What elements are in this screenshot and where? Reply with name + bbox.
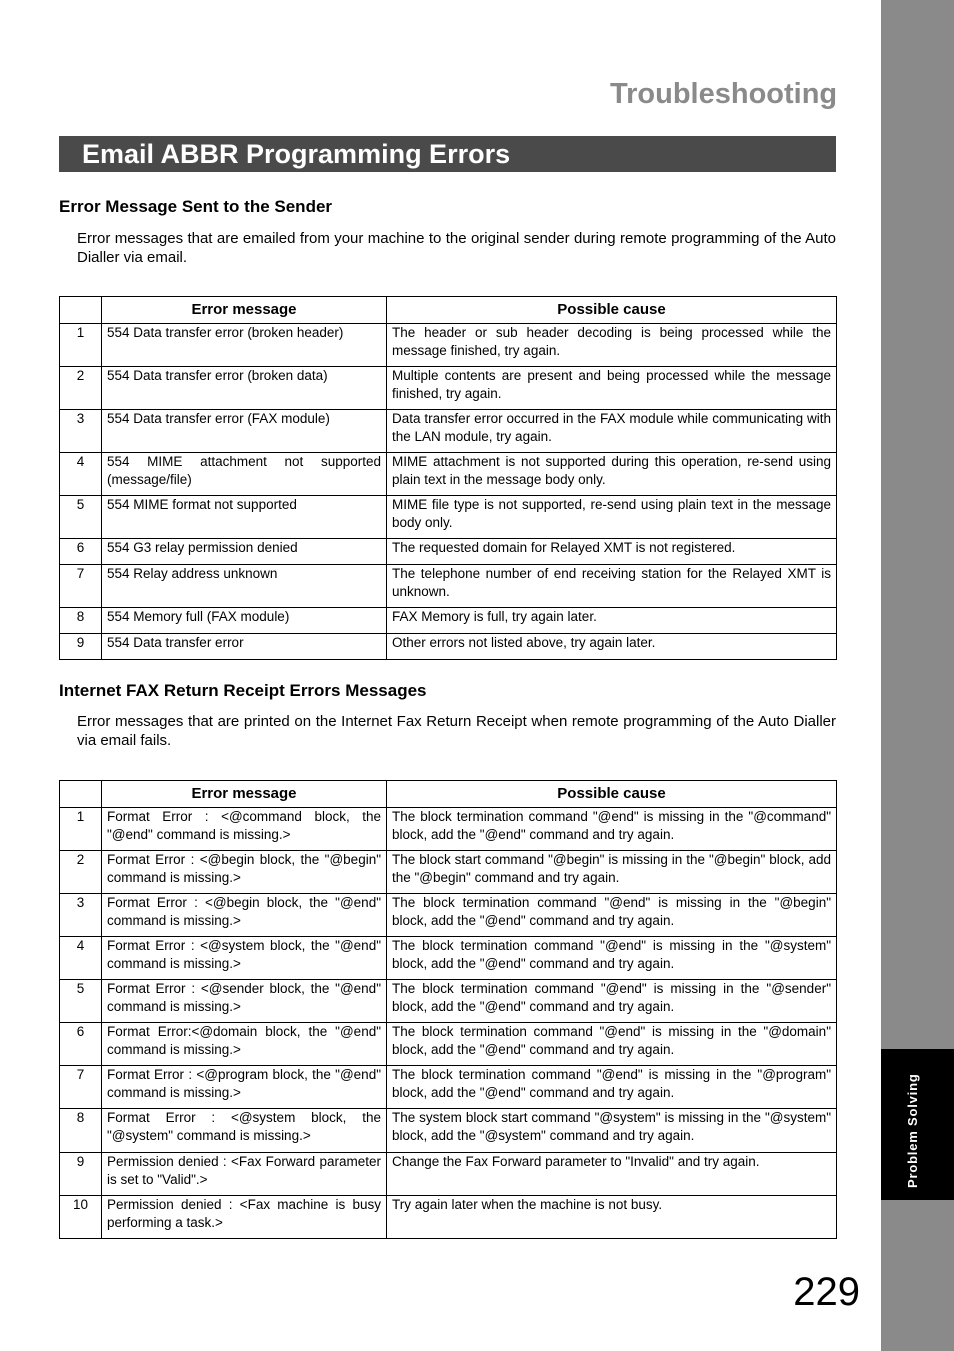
table-header-row — [60, 781, 837, 808]
possible-cause-cell: Try again later when the machine is not busy. — [387, 1196, 837, 1239]
row-number: 2 — [60, 851, 102, 894]
possible-cause-cell: The requested domain for Relayed XMT is not registered. — [387, 539, 837, 565]
error-message-cell: Format Error : <@begin block, the "@begin" command is missing.> — [102, 851, 387, 894]
section1-intro: Error messages that are emailed from your machine to the original sender during remote programming of the Auto Dialler via email. — [77, 230, 836, 266]
possible-cause-cell: The block termination command "@end" is missing in the "@system" block, add the "@end" command and try again. — [387, 937, 837, 980]
header-number — [60, 297, 102, 324]
error-message-cell: Format Error : <@begin block, the "@end" command is missing.> — [102, 894, 387, 937]
possible-cause-cell: Multiple contents are present and being processed while the message finished, try again. — [387, 367, 837, 410]
row-number: 10 — [60, 1196, 102, 1239]
error-message-cell: Permission denied : <Fax machine is busy performing a task.> — [102, 1196, 387, 1239]
possible-cause-cell: The telephone number of end receiving station for the Relayed XMT is unknown. — [387, 565, 837, 608]
row-number: 6 — [60, 1023, 102, 1066]
sender-errors-table — [59, 296, 837, 660]
table-row — [60, 324, 837, 367]
row-number: 3 — [60, 894, 102, 937]
row-number: 4 — [60, 453, 102, 496]
table-row — [60, 1023, 837, 1066]
possible-cause-cell: MIME file type is not supported, re-send using plain text in the message body only. — [387, 496, 837, 539]
side-tab-label: Problem Solving — [905, 1073, 920, 1188]
table-row — [60, 453, 837, 496]
table-row — [60, 367, 837, 410]
possible-cause-cell: The system block start command "@system" is missing in the "@system" block, add the "@system" command and try again. — [387, 1109, 837, 1153]
error-message-cell: 554 Memory full (FAX module) — [102, 608, 387, 634]
possible-cause-cell: The block termination command "@end" is missing in the "@sender" block, add the "@end" command and try again. — [387, 980, 837, 1023]
possible-cause-cell: The block termination command "@end" is missing in the "@program" block, add the "@end" command and try again. — [387, 1066, 837, 1109]
receipt-errors-table — [59, 780, 837, 1239]
error-message-cell: 554 MIME format not supported — [102, 496, 387, 539]
row-number: 5 — [60, 980, 102, 1023]
table-row — [60, 1109, 837, 1153]
error-message-cell: Format Error : <@system block, the "@system" command is missing.> — [102, 1109, 387, 1153]
row-number: 6 — [60, 539, 102, 565]
error-message-cell: Format Error : <@program block, the "@end" command is missing.> — [102, 1066, 387, 1109]
row-number: 7 — [60, 565, 102, 608]
table-row — [60, 808, 837, 851]
possible-cause-cell: The header or sub header decoding is being processed while the message finished, try again. — [387, 324, 837, 367]
row-number: 7 — [60, 1066, 102, 1109]
table-row — [60, 894, 837, 937]
possible-cause-cell: Change the Fax Forward parameter to "Invalid" and try again. — [387, 1153, 837, 1196]
table-row — [60, 410, 837, 453]
table-row — [60, 565, 837, 608]
page-title: Email ABBR Programming Errors — [82, 139, 511, 169]
error-message-cell: 554 Data transfer error — [102, 634, 387, 660]
table-header-row — [60, 297, 837, 324]
error-message-cell: 554 Relay address unknown — [102, 565, 387, 608]
table-row — [60, 634, 837, 660]
possible-cause-cell: The block termination command "@end" is missing in the "@begin" block, add the "@end" command and try again. — [387, 894, 837, 937]
possible-cause-cell: The block termination command "@end" is missing in the "@command" block, add the "@end" command and try again. — [387, 808, 837, 851]
table-row — [60, 496, 837, 539]
page-number: 229 — [793, 1270, 860, 1314]
title-bar — [59, 136, 836, 172]
table-row — [60, 608, 837, 634]
header-error-message: Error message — [102, 297, 387, 324]
error-message-cell: Format Error : <@sender block, the "@end" command is missing.> — [102, 980, 387, 1023]
possible-cause-cell: FAX Memory is full, try again later. — [387, 608, 837, 634]
possible-cause-cell: MIME attachment is not supported during this operation, re-send using plain text in the message body only. — [387, 453, 837, 496]
error-message-cell: Format Error : <@system block, the "@end" command is missing.> — [102, 937, 387, 980]
row-number: 1 — [60, 324, 102, 367]
row-number: 8 — [60, 608, 102, 634]
row-number: 1 — [60, 808, 102, 851]
error-message-cell: Permission denied : <Fax Forward parameter is set to "Valid".> — [102, 1153, 387, 1196]
section1-heading: Error Message Sent to the Sender — [59, 197, 333, 216]
table-row — [60, 1196, 837, 1239]
possible-cause-cell: Data transfer error occurred in the FAX module while communicating with the LAN module, try again. — [387, 410, 837, 453]
row-number: 5 — [60, 496, 102, 539]
error-message-cell: 554 MIME attachment not supported (message/file) — [102, 453, 387, 496]
possible-cause-cell: The block start command "@begin" is missing in the "@begin" block, add the "@begin" command and try again. — [387, 851, 837, 894]
header-error-message: Error message — [102, 781, 387, 808]
error-message-cell: 554 Data transfer error (FAX module) — [102, 410, 387, 453]
row-number: 8 — [60, 1109, 102, 1153]
error-message-cell: Format Error : <@command block, the "@end" command is missing.> — [102, 808, 387, 851]
row-number: 9 — [60, 634, 102, 660]
table-row — [60, 539, 837, 565]
table-row — [60, 1066, 837, 1109]
error-message-cell: 554 Data transfer error (broken data) — [102, 367, 387, 410]
row-number: 9 — [60, 1153, 102, 1196]
header-possible-cause: Possible cause — [387, 297, 837, 324]
table-row — [60, 937, 837, 980]
header-number — [60, 781, 102, 808]
row-number: 4 — [60, 937, 102, 980]
possible-cause-cell: The block termination command "@end" is missing in the "@domain" block, add the "@end" command and try again. — [387, 1023, 837, 1066]
possible-cause-cell: Other errors not listed above, try again later. — [387, 634, 837, 660]
row-number: 2 — [60, 367, 102, 410]
error-message-cell: 554 G3 relay permission denied — [102, 539, 387, 565]
section2-intro: Error messages that are printed on the Internet Fax Return Receipt when remote programming of the Auto Dialler via email fails. — [77, 713, 836, 749]
section-header: Troubleshooting — [610, 78, 838, 110]
table-row — [60, 1153, 837, 1196]
table-row — [60, 851, 837, 894]
error-message-cell: 554 Data transfer error (broken header) — [102, 324, 387, 367]
header-possible-cause: Possible cause — [387, 781, 837, 808]
error-message-cell: Format Error:<@domain block, the "@end" command is missing.> — [102, 1023, 387, 1066]
row-number: 3 — [60, 410, 102, 453]
section2-heading: Internet FAX Return Receipt Errors Messages — [59, 681, 427, 700]
table-row — [60, 980, 837, 1023]
